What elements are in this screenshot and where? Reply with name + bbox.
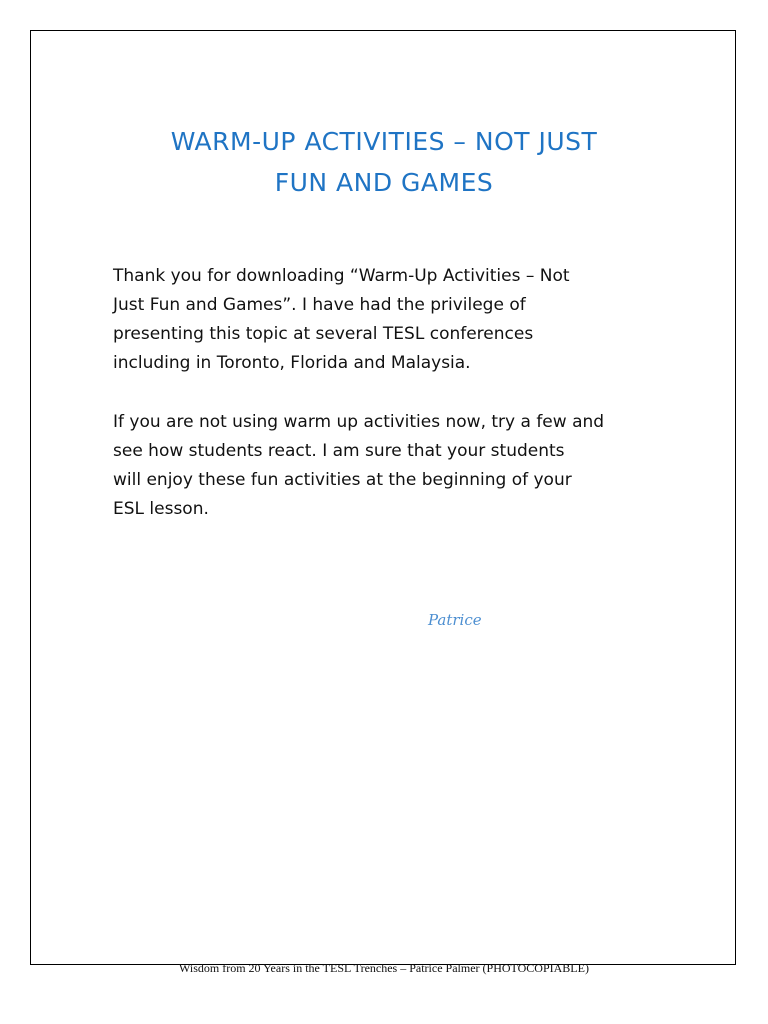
second-paragraph (113, 408, 673, 524)
paragraph-line: see how students react. I am sure that your students (113, 441, 565, 461)
paragraph-line: If you are not using warm up activities now, try a few and (113, 412, 605, 432)
paragraph-line: Thank you for downloading “Warm-Up Activities – Not (113, 266, 570, 286)
signature: Patrice (428, 611, 482, 629)
title-line: FUN AND GAMES (274, 168, 494, 197)
paragraph-line: including in Toronto, Florida and Malaysia. (113, 353, 471, 373)
document-page (30, 30, 736, 975)
intro-paragraph (113, 262, 673, 378)
paragraph-line: Just Fun and Games”. I have had the privilege of (113, 295, 526, 315)
paragraph-line: will enjoy these fun activities at the beginning of your (113, 470, 572, 490)
title-line: WARM-UP ACTIVITIES – NOT JUST (170, 127, 598, 156)
document-title (31, 121, 737, 203)
page-footer: Wisdom from 20 Years in the TESL Trenches – Patrice Palmer (PHOTOCOPIABLE) (179, 961, 589, 975)
paragraph-line: ESL lesson. (113, 499, 209, 519)
paragraph-line: presenting this topic at several TESL conferences (113, 324, 534, 344)
